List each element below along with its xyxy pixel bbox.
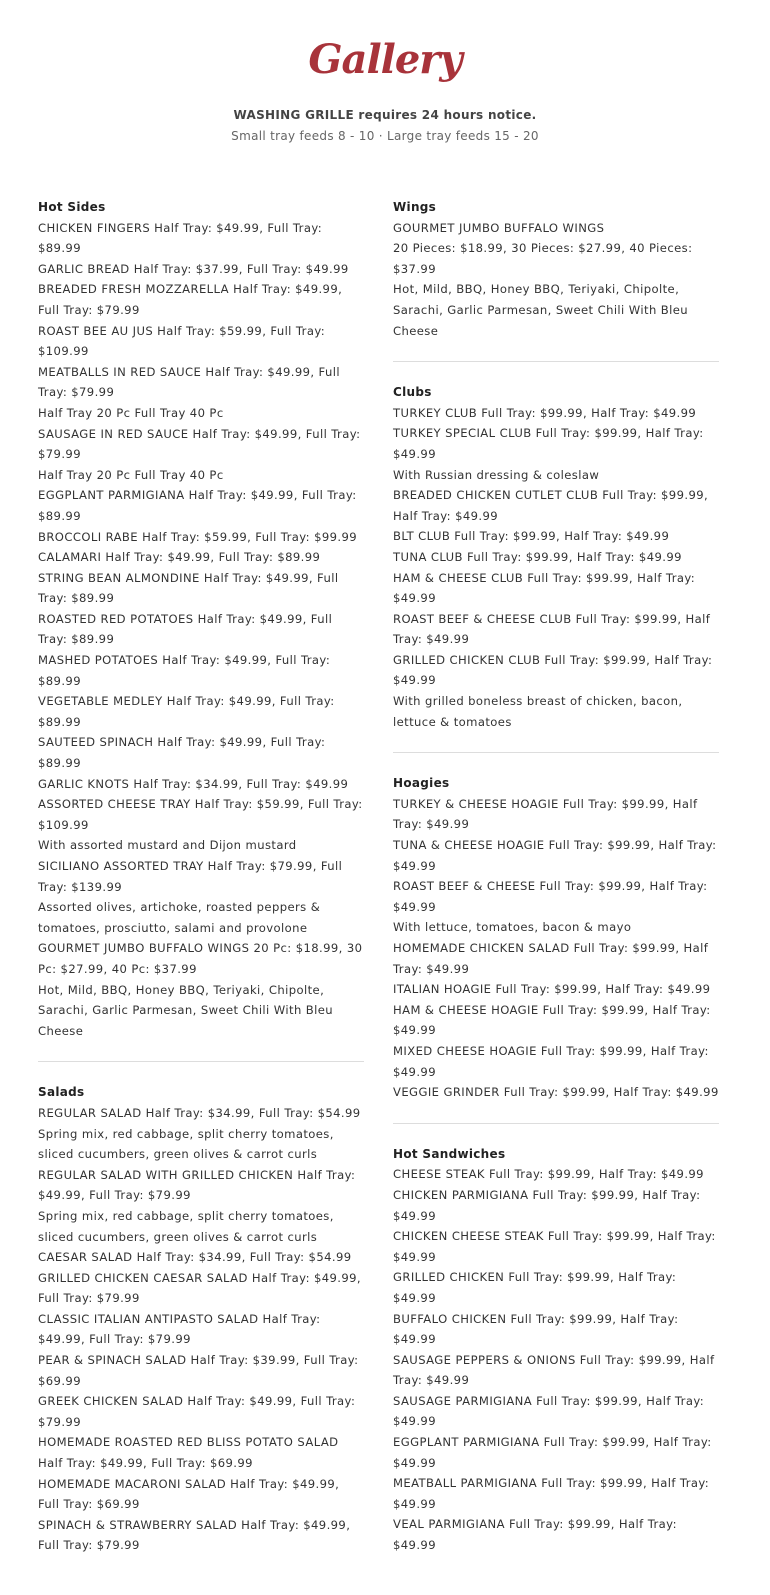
menu-item: GOURMET JUMBO BUFFALO WINGS — [393, 220, 605, 235]
menu-item: SAUSAGE IN RED SAUCE Half Tray: $49.99, Full Tray: $79.99 — [38, 426, 361, 462]
section-title: Clubs — [393, 385, 432, 400]
menu-item: ROAST BEE AU JUS Half Tray: $59.99, Full Tray: $109.99 — [38, 323, 326, 359]
menu-item: HOMEMADE ROASTED RED BLISS POTATO SALAD Half Tray: $49.99, Full Tray: $69.99 — [38, 1435, 339, 1471]
menu-item: EGGPLANT PARMIGIANA Full Tray: $99.99, Half Tray: $49.99 — [393, 1435, 712, 1470]
menu-item: With Russian dressing & coleslaw — [393, 467, 600, 482]
menu-item: GARLIC KNOTS Half Tray: $34.99, Full Tray: $49.99 — [38, 776, 349, 791]
menu-item: VEGGIE GRINDER Full Tray: $99.99, Half Tray: $49.99 — [393, 1085, 719, 1100]
menu-item: TUNA CLUB Full Tray: $99.99, Half Tray: $49.99 — [393, 549, 682, 564]
menu-item: ROASTED RED POTATOES Half Tray: $49.99, Full Tray: $89.99 — [38, 611, 333, 647]
menu-item: CALAMARI Half Tray: $49.99, Full Tray: $89.99 — [38, 550, 321, 565]
menu-item: GRILLED CHICKEN Full Tray: $99.99, Half Tray: $49.99 — [393, 1270, 677, 1305]
menu-item: ROAST BEEF & CHEESE CLUB Full Tray: $99.99, Half Tray: $49.99 — [393, 611, 711, 647]
menu-item: SPINACH & STRAWBERRY SALAD Half Tray: $49.99, Full Tray: $79.99 — [38, 1517, 351, 1553]
section-hoagies — [393, 773, 719, 1124]
menu-item: SICILIANO ASSORTED TRAY Half Tray: $79.99, Full Tray: $139.99 — [38, 859, 343, 894]
menu-item: PEAR & SPINACH SALAD Half Tray: $39.99, Full Tray: $69.99 — [38, 1353, 359, 1388]
menu-item: REGULAR SALAD Half Tray: $34.99, Full Tray: $54.99 — [38, 1105, 361, 1120]
menu-item: With lettuce, tomatoes, bacon & mayo — [393, 920, 632, 935]
menu-item: GRILLED CHICKEN CAESAR SALAD Half Tray: $49.99, Full Tray: $79.99 — [38, 1270, 362, 1306]
menu-item: BUFFALO CHICKEN Full Tray: $99.99, Half Tray: $49.99 — [393, 1311, 679, 1347]
menu-item: GRILLED CHICKEN CLUB Full Tray: $99.99, Half Tray: $49.99 — [393, 652, 713, 688]
menu-item: MEATBALLS IN RED SAUCE Half Tray: $49.99, Full Tray: $79.99 — [38, 364, 340, 400]
menu-item: BLT CLUB Full Tray: $99.99, Half Tray: $49.99 — [393, 529, 670, 544]
menu-item: ITALIAN HOAGIE Full Tray: $99.99, Half Tray: $49.99 — [393, 982, 711, 997]
section-title: Hot Sandwiches — [393, 1146, 506, 1161]
menu-item: BROCCOLI RABE Half Tray: $59.99, Full Tray: $99.99 — [38, 529, 358, 544]
menu-item: CLASSIC ITALIAN ANTIPASTO SALAD Half Tray: $49.99, Full Tray: $79.99 — [38, 1311, 321, 1347]
menu-item: BREADED CHICKEN CUTLET CLUB Full Tray: $99.99, Half Tray: $49.99 — [393, 488, 709, 523]
section-title: Salads — [38, 1085, 85, 1100]
menu-item: Spring mix, red cabbage, split cherry tomatoes, sliced cucumbers, green olives & carrot curls — [38, 1208, 334, 1244]
menu-item: ASSORTED CHEESE TRAY Half Tray: $59.99, Full Tray: $109.99 — [38, 797, 363, 832]
menu-item: With assorted mustard and Dijon mustard — [38, 838, 297, 853]
menu-item: MIXED CHEESE HOAGIE Full Tray: $99.99, Half Tray: $49.99 — [393, 1043, 709, 1079]
page-title: Gallery — [308, 36, 462, 83]
menu-item: TURKEY SPECIAL CLUB Full Tray: $99.99, Half Tray: $49.99 — [393, 426, 704, 461]
section-title: Wings — [393, 200, 437, 214]
menu-item: SAUSAGE PEPPERS & ONIONS Full Tray: $99.99, Half Tray: $49.99 — [393, 1352, 715, 1388]
menu-item: With grilled boneless breast of chicken, bacon, lettuce & tomatoes — [393, 694, 683, 729]
menu-item: HOMEMADE MACARONI SALAD Half Tray: $49.99, Full Tray: $69.99 — [38, 1476, 340, 1512]
menu-item: TURKEY & CHEESE HOAGIE Full Tray: $99.99, Half Tray: $49.99 — [393, 796, 698, 832]
menu-item: HOMEMADE CHICKEN SALAD Full Tray: $99.99, Half Tray: $49.99 — [393, 941, 709, 976]
menu-item: HAM & CHEESE CLUB Full Tray: $99.99, Half Tray: $49.99 — [393, 570, 696, 606]
menu-item: 20 Pieces: $18.99, 30 Pieces: $27.99, 40 Pieces: $37.99 — [393, 241, 693, 276]
menu-item: VEGETABLE MEDLEY Half Tray: $49.99, Full Tray: $89.99 — [38, 694, 335, 729]
menu-item: Assorted olives, artichoke, roasted peppers & tomatoes, prosciutto, salami and provolone — [38, 900, 321, 935]
menu-item: HAM & CHEESE HOAGIE Full Tray: $99.99, Half Tray: $49.99 — [393, 1002, 711, 1038]
menu-item: TURKEY CLUB Full Tray: $99.99, Half Tray: $49.99 — [393, 405, 697, 420]
section-title: Hot Sides — [38, 200, 106, 214]
section-clubs — [393, 382, 719, 753]
notice-text: WASHING GRILLE requires 24 hours notice. — [233, 108, 537, 122]
menu-item: GREEK CHICKEN SALAD Half Tray: $49.99, Full Tray: $79.99 — [38, 1394, 356, 1429]
menu-item: GARLIC BREAD Half Tray: $37.99, Full Tray: $49.99 — [38, 261, 349, 276]
menu-item: Half Tray 20 Pc Full Tray 40 Pc — [38, 405, 224, 420]
menu-item: MASHED POTATOES Half Tray: $49.99, Full Tray: $89.99 — [38, 653, 331, 688]
section-title: Hoagies — [393, 776, 450, 791]
section-salads — [38, 1082, 364, 1576]
menu-column-right — [393, 197, 719, 1595]
menu-item: Hot, Mild, BBQ, Honey BBQ, Teriyaki, Chipolte, Sarachi, Garlic Parmesan, Sweet Chili With Bleu Cheese — [393, 282, 689, 338]
menu-item: Spring mix, red cabbage, split cherry tomatoes, sliced cucumbers, green olives & carrot curls — [38, 1126, 334, 1162]
menu-item: EGGPLANT PARMIGIANA Half Tray: $49.99, Full Tray: $89.99 — [38, 488, 357, 523]
menu-item: CHICKEN CHEESE STEAK Full Tray: $99.99, Half Tray: $49.99 — [393, 1229, 716, 1264]
menu-column-left — [38, 197, 364, 1595]
menu-item: Hot, Mild, BBQ, Honey BBQ, Teriyaki, Chipolte, Sarachi, Garlic Parmesan, Sweet Chili With Bleu Cheese — [38, 982, 334, 1038]
section-wings — [393, 197, 719, 362]
menu-item: Half Tray 20 Pc Full Tray 40 Pc — [38, 467, 224, 482]
menu-item: GOURMET JUMBO BUFFALO WINGS 20 Pc: $18.99, 30 Pc: $27.99, 40 Pc: $37.99 — [38, 941, 363, 976]
menu-item: MEATBALL PARMIGIANA Full Tray: $99.99, Half Tray: $49.99 — [393, 1476, 710, 1511]
menu-item: STRING BEAN ALMONDINE Half Tray: $49.99, Full Tray: $89.99 — [38, 570, 339, 606]
menu-item: ROAST BEEF & CHEESE Full Tray: $99.99, Half Tray: $49.99 — [393, 879, 708, 914]
menu-item: TUNA & CHEESE HOAGIE Full Tray: $99.99, Half Tray: $49.99 — [393, 838, 717, 873]
menu-item: VEAL PARMIGIANA Full Tray: $99.99, Half Tray: $49.99 — [393, 1517, 677, 1553]
menu-item: BREADED FRESH MOZZARELLA Half Tray: $49.99, Full Tray: $79.99 — [38, 282, 343, 317]
menu-item: CAESAR SALAD Half Tray: $34.99, Full Tray: $54.99 — [38, 1250, 352, 1265]
menu-item: REGULAR SALAD WITH GRILLED CHICKEN Half Tray: $49.99, Full Tray: $79.99 — [38, 1167, 356, 1203]
tray-size-info: Small tray feeds 8 - 10 · Large tray feeds 15 - 20 — [231, 129, 539, 143]
section-hot-sandwiches — [393, 1144, 719, 1576]
menu-item: SAUTEED SPINACH Half Tray: $49.99, Full Tray: $89.99 — [38, 735, 326, 771]
section-hot-sides — [38, 197, 364, 1062]
menu-item: CHEESE STEAK Full Tray: $99.99, Half Tray: $49.99 — [393, 1167, 704, 1182]
menu-item: SAUSAGE PARMIGIANA Full Tray: $99.99, Half Tray: $49.99 — [393, 1393, 705, 1429]
menu-item: CHICKEN PARMIGIANA Full Tray: $99.99, Half Tray: $49.99 — [393, 1187, 701, 1223]
menu-item: CHICKEN FINGERS Half Tray: $49.99, Full Tray: $89.99 — [38, 220, 323, 256]
